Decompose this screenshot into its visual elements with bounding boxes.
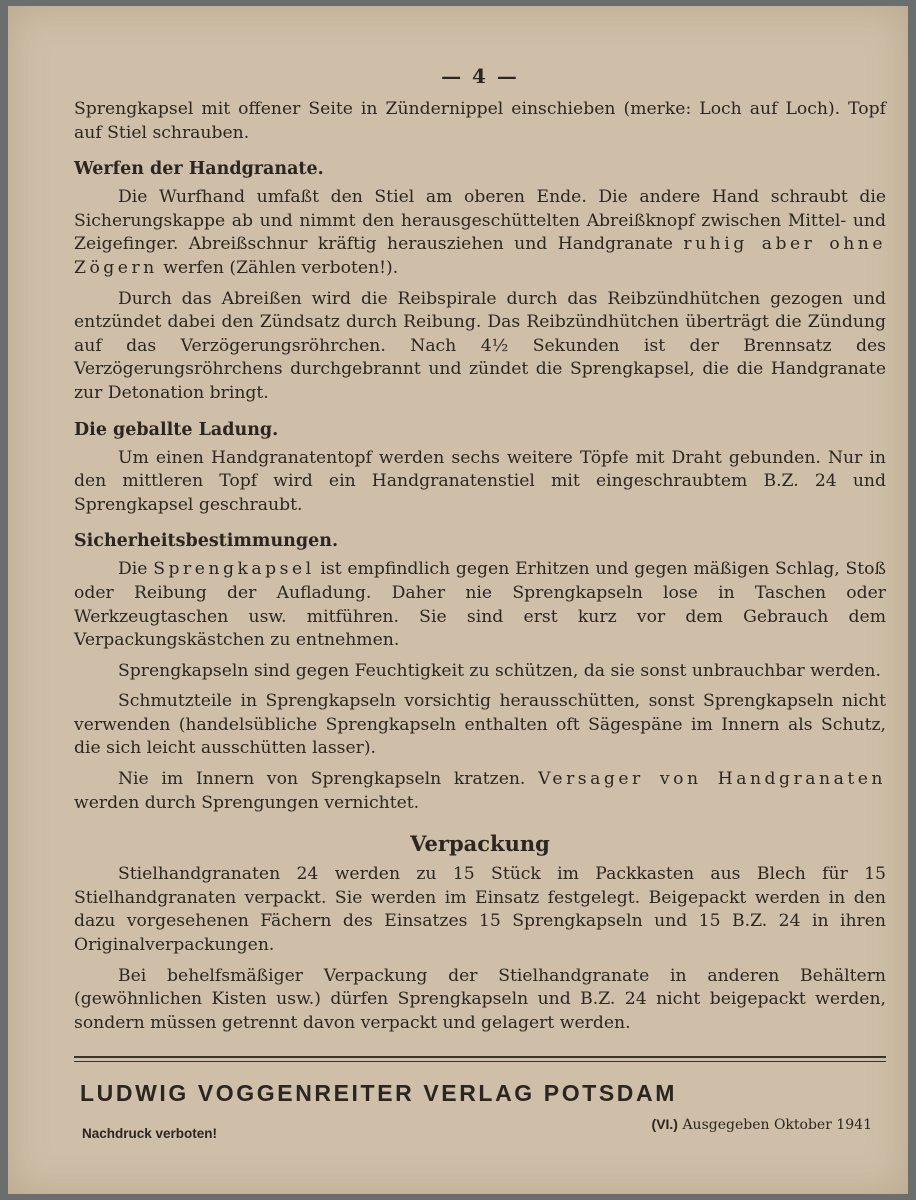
paragraph: Durch das Abreißen wird die Reibspirale durch das Reibzündhütchen gezogen und entzündet dabei den Zündsatz durch Reibung. Das Reibzündhütchen überträgt die Zündung auf das Verzögerungsröhrchen. Nach 4½ Sekunden ist der Brennsatz des Verzögerungsröhrchens durchgebrannt und zündet die Sprengkapsel, die die Handgranate zur Detonation bringt. [74,288,886,403]
intro-paragraph: Sprengkapsel mit offener Seite in Zündernippel einschieben (merke: Loch auf Loch). Topf auf Stiel schrauben. [74,99,886,143]
paragraph: Die Sprengkapsel ist empfindlich gegen Erhitzen und gegen mäßigen Schlag, Stoß oder Reibung der Aufladung. Daher nie Sprengkapseln lose in Taschen oder Werkzeugtaschen usw. mitführen. Sie sind erst kurz vor dem Gebrauch dem Verpackungskästchen zu entnehmen. [74,559,886,651]
paragraph: Nie im Innern von Sprengkapseln kratzen. Versager von Handgranaten werden durch Sprengungen vernichtet. [74,769,886,813]
page-content [74,64,886,1035]
footer-rule-top [74,1056,886,1058]
issued-text: Ausgegeben Oktober 1941 [682,1117,872,1133]
paragraph: Sprengkapseln sind gegen Feuchtigkeit zu schützen, da sie sonst unbrauchbar werden. [118,660,881,681]
reprint-notice: Nachdruck verboten! [82,1126,218,1141]
packaging-heading: Verpackung [410,831,550,857]
document-page [8,6,908,1194]
section-heading-charge: Die geballte Ladung. [74,419,279,440]
section-heading-safety: Sicherheitsbestimmungen. [74,531,339,552]
paragraph: Schmutzteile in Sprengkapseln vorsichtig herausschütten, sonst Sprengkapseln nicht verwenden (handelsübliche Sprengkapseln enthalten oft Sägespäne im Innern als Schutz, die sich leicht ausschütten lasser). [74,691,886,759]
paragraph: Um einen Handgranatentopf werden sechs weitere Töpfe mit Draht gebunden. Nur in den mittleren Topf wird ein Handgranatenstiel mit eingeschraubtem B.Z. 24 und Sprengkapsel geschraubt. [74,447,886,515]
footer-rule-bottom [74,1061,886,1062]
section-heading-throwing: Werfen der Handgranate. [74,159,324,180]
page-number: — 4 — [441,64,519,88]
edition-number: (VI.) [651,1116,678,1132]
paragraph: Die Wurfhand umfaßt den Stiel am oberen Ende. Die andere Hand schraubt die Sicherungskappe ab und nimmt den herausgeschüttelten Abreißknopf zwischen Mittel- und Zeigefinger. Abreißschnur kräftig herausziehen und Handgranate ruhig aber ohne Zögern werfen (Zählen verboten!). [74,187,886,278]
paragraph: Bei behelfsmäßiger Verpackung der Stielhandgranate in anderen Behältern (gewöhnlichen Kisten usw.) dürfen Sprengkapseln und B.Z. 24 nicht beigepackt werden, sondern müssen getrennt davon verpackt und gelagert werden. [74,965,886,1033]
issue-date [652,1116,872,1133]
paragraph: Stielhandgranaten 24 werden zu 15 Stück im Packkasten aus Blech für 15 Stielhandgranaten verpackt. Sie werden im Einsatz festgelegt. Beigepackt werden in den dazu vorgesehenen Fächern des Einsatzes 15 Sprengkapseln und 15 B.Z. 24 in ihren Originalverpackungen. [74,864,886,956]
publisher-name: LUDWIG VOGGENREITER VERLAG POTSDAM [80,1080,677,1106]
